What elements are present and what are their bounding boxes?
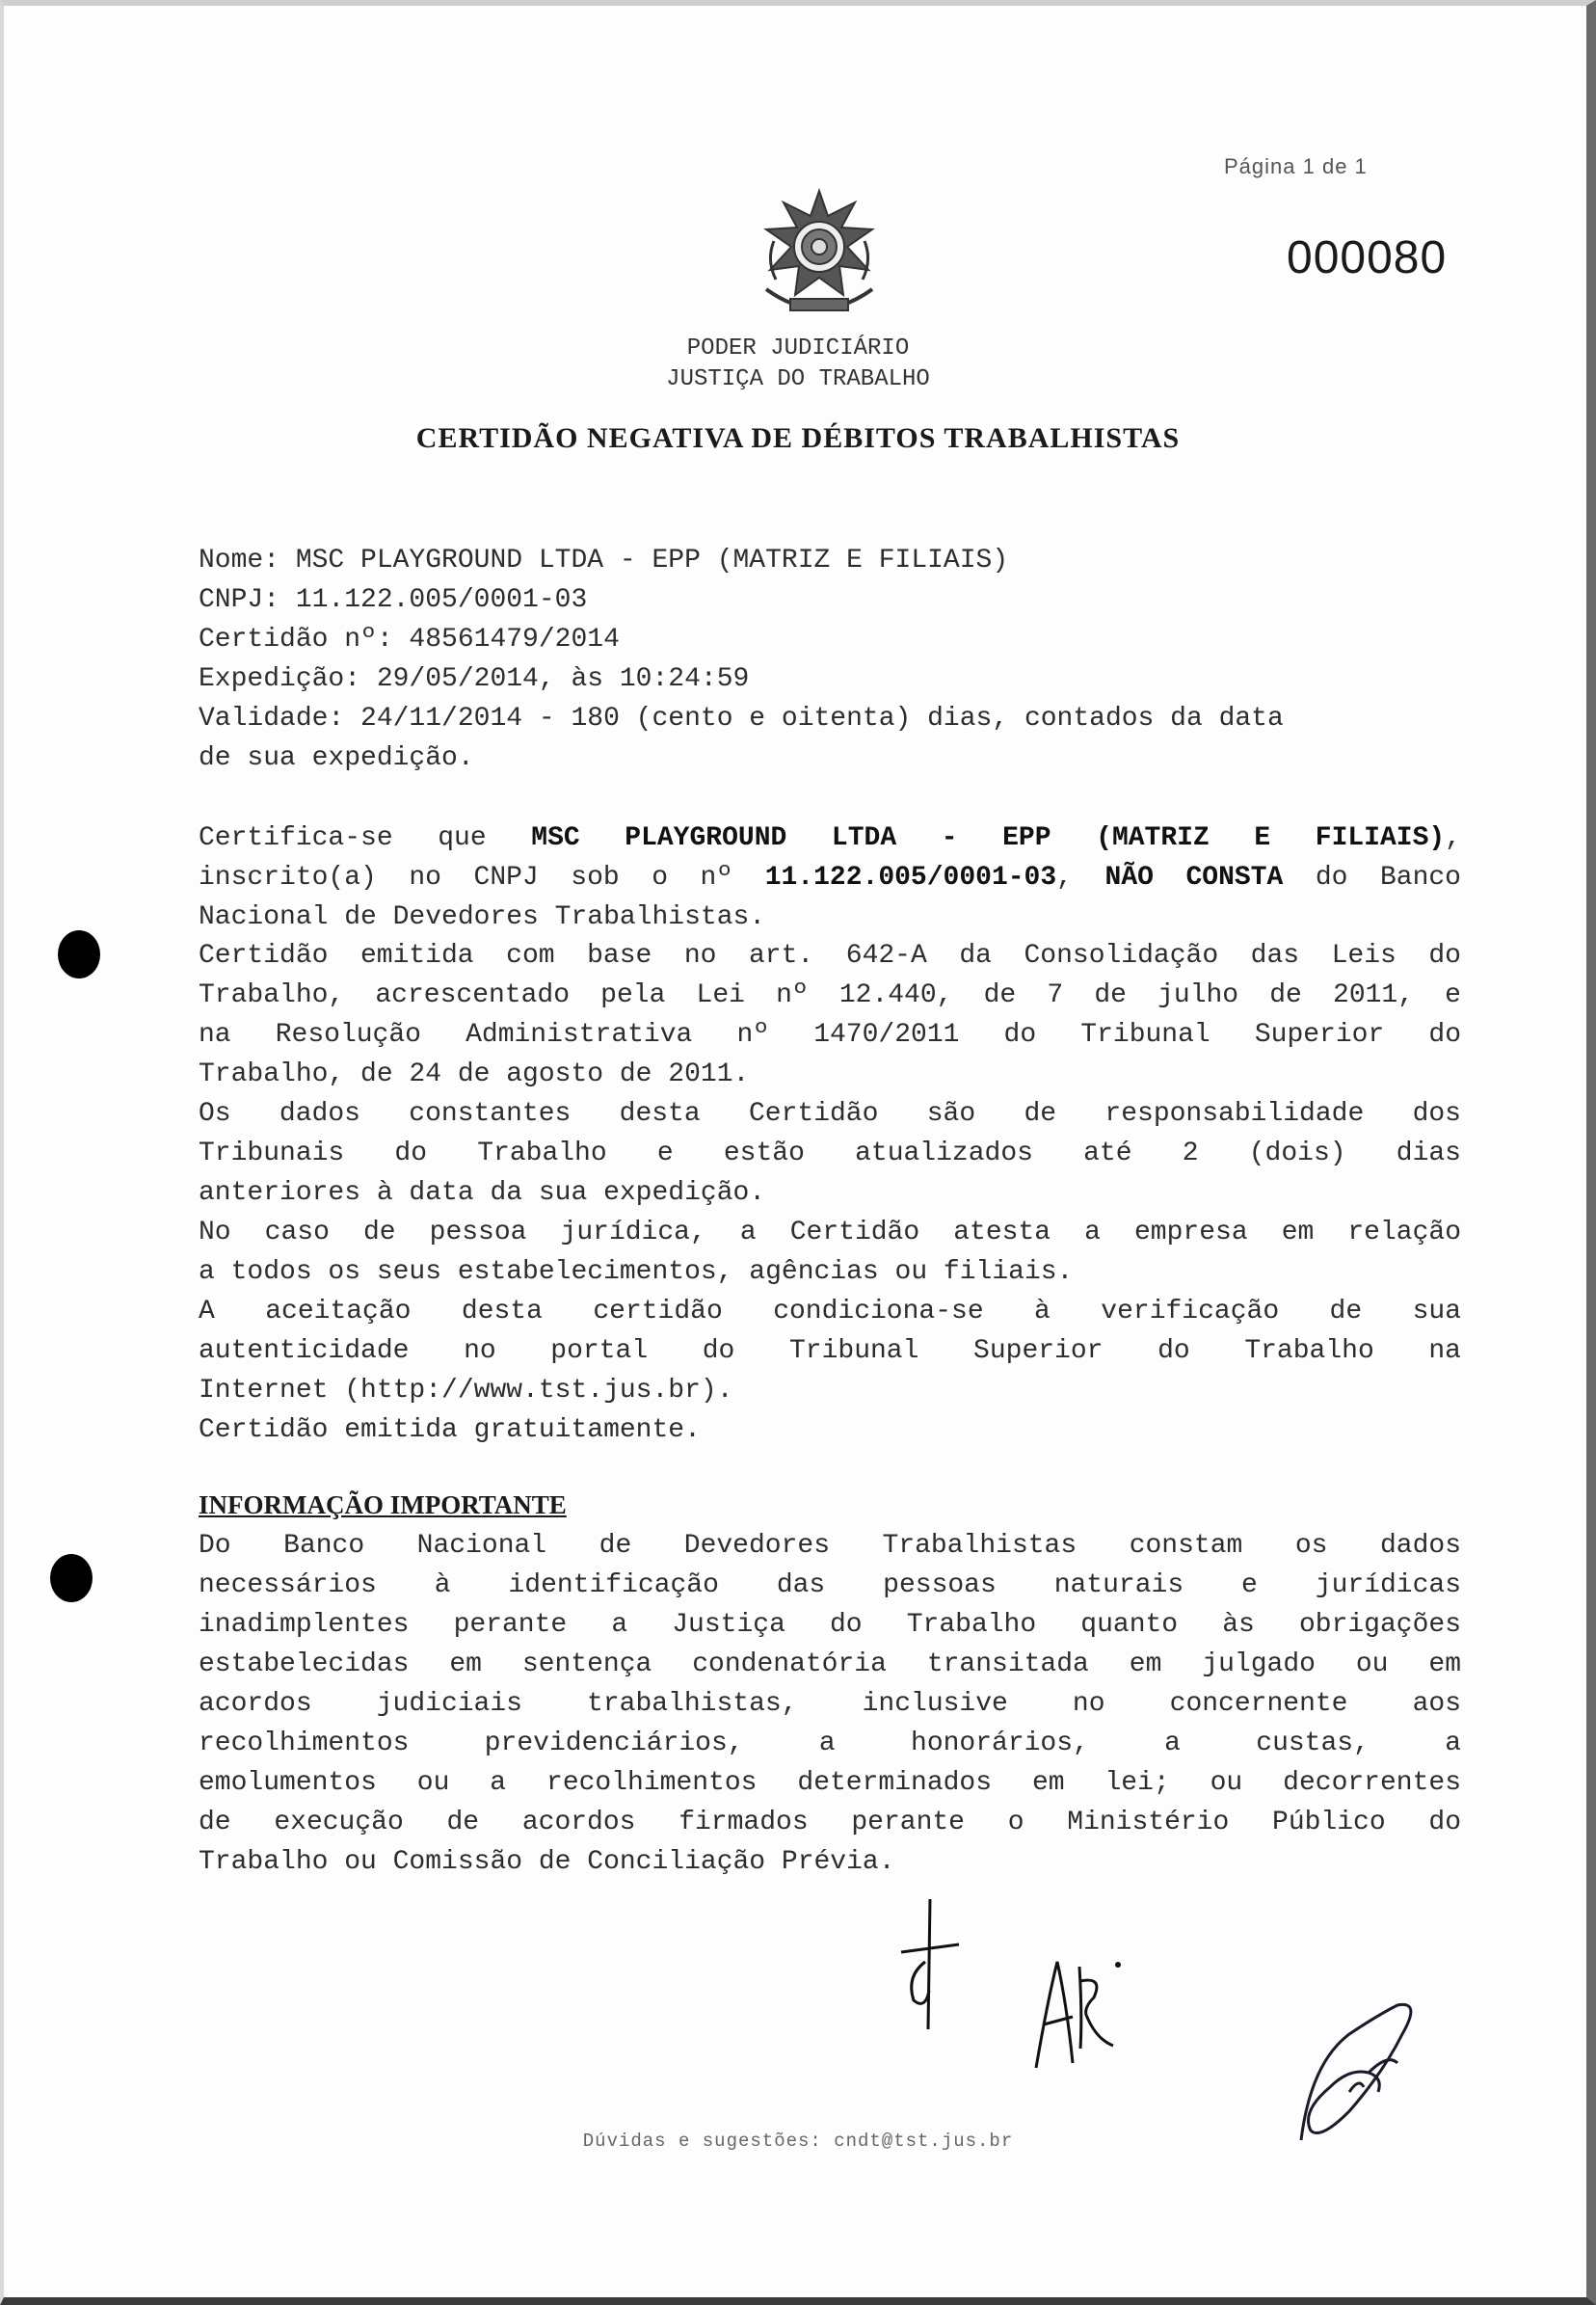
registered-prefix: inscrito(a) no CNPJ sob o nº [199, 863, 733, 893]
detail-cnpj: CNPJ: 11.122.005/0001-03 [199, 585, 588, 615]
punch-hole-bottom [50, 1554, 93, 1602]
footer-contact: Dúvidas e sugestões: cndt@tst.jus.br [582, 2131, 1014, 2152]
certify-prefix: Certifica-se que [199, 823, 487, 853]
handwritten-signature [1291, 1996, 1426, 2150]
detail-validity-cont: de sua expedição. [199, 743, 474, 773]
important-line: necessários à identificação das pessoas naturais e jurídicas [199, 1570, 1461, 1600]
handwritten-initials-1 [887, 1894, 973, 2034]
certify-line-1 [199, 823, 1461, 853]
brazil-coat-of-arms-icon [747, 183, 891, 328]
registered-suffix: do Banco [1315, 863, 1461, 893]
important-line: recolhimentos previdenciários, a honorários, a custas, a [199, 1729, 1461, 1758]
status-not-listed: NÃO CONSTA [1104, 863, 1284, 893]
important-info-title: INFORMAÇÃO IMPORTANTE [199, 1490, 567, 1519]
body-line: Internet (http://www.tst.jus.br). [199, 1376, 733, 1406]
body-line: anteriores à data da sua expedição. [199, 1178, 766, 1208]
body-line: Trabalho, acrescentado pela Lei nº 12.440, de 7 de julho de 2011, e [199, 980, 1461, 1010]
company-cnpj: 11.122.005/0001-03 [764, 863, 1057, 893]
body-line: Os dados constantes desta Certidão são de responsabilidade dos [199, 1099, 1461, 1129]
detail-issue-date: Expedição: 29/05/2014, às 10:24:59 [199, 664, 750, 694]
body-line: Tribunais do Trabalho e estão atualizados até 2 (dois) dias [199, 1139, 1461, 1168]
cnpj-comma: , [1056, 863, 1073, 893]
document-title: CERTIDÃO NEGATIVA DE DÉBITOS TRABALHISTAS [415, 422, 1181, 454]
important-line: inadimplentes perante a Justiça do Trabalho quanto às obrigações [199, 1610, 1461, 1640]
body-line: a todos os seus estabelecimentos, agências ou filiais. [199, 1257, 1074, 1287]
stamp-number: 000080 [1287, 232, 1448, 283]
certify-line-3: Nacional de Devedores Trabalhistas. [199, 902, 766, 932]
handwritten-initials-2 [1026, 1947, 1132, 2073]
important-line: acordos judiciais trabalhistas, inclusive no concernente aos [199, 1689, 1461, 1719]
certify-comma: , [1445, 823, 1462, 853]
punch-hole-top [58, 930, 100, 978]
important-line: emolumentos ou a recolhimentos determinados em lei; ou decorrentes [199, 1768, 1461, 1798]
important-line: estabelecidas em sentença condenatória transitada em julgado ou em [199, 1649, 1461, 1679]
page-indicator: Página 1 de 1 [1224, 154, 1368, 178]
detail-certificate-number: Certidão nº: 48561479/2014 [199, 625, 620, 655]
certify-line-2 [199, 863, 1461, 893]
body-line: autenticidade no portal do Tribunal Superior do Trabalho na [199, 1336, 1461, 1366]
important-line: de execução de acordos firmados perante o Ministério Público do [199, 1808, 1461, 1837]
header-institution: PODER JUDICIÁRIO [686, 335, 910, 362]
body-line: Trabalho, de 24 de agosto de 2011. [199, 1059, 750, 1089]
header-court: JUSTIÇA DO TRABALHO [666, 366, 930, 392]
body-line: A aceitação desta certidão condiciona-se à verificação de sua [199, 1297, 1461, 1327]
body-line: Certidão emitida gratuitamente. [199, 1415, 701, 1445]
important-line: Do Banco Nacional de Devedores Trabalhistas constam os dados [199, 1531, 1461, 1561]
body-line: Certidão emitida com base no art. 642-A da Consolidação das Leis do [199, 941, 1461, 971]
important-line: Trabalho ou Comissão de Conciliação Prévia. [199, 1847, 895, 1877]
body-line: No caso de pessoa jurídica, a Certidão atesta a empresa em relação [199, 1218, 1461, 1247]
body-line: na Resolução Administrativa nº 1470/2011 do Tribunal Superior do [199, 1020, 1461, 1050]
detail-validity: Validade: 24/11/2014 - 180 (cento e oitenta) dias, contados da data [199, 704, 1284, 734]
detail-name: Nome: MSC PLAYGROUND LTDA - EPP (MATRIZ E FILIAIS) [199, 546, 1009, 576]
company-name: MSC PLAYGROUND LTDA - EPP (MATRIZ E FILIAIS) [531, 823, 1446, 853]
